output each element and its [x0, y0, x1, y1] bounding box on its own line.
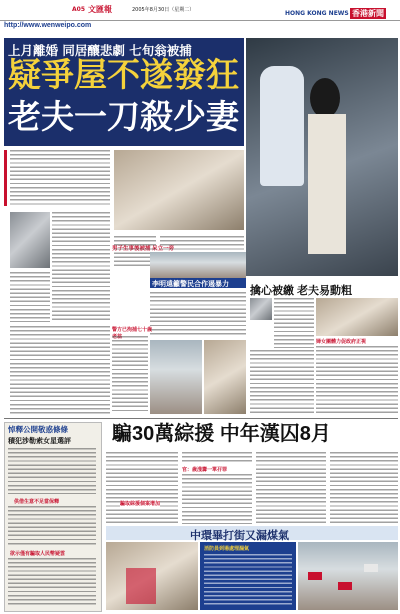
photo-corridor [204, 340, 246, 414]
bottom-mid-sub: 官：歲淺籌一單孖罪 [182, 467, 228, 473]
photo-police-entrance [150, 340, 202, 414]
headline-line2: 老夫一刀殺少妻 [8, 100, 239, 136]
strip-caption: 消防員到場處理漏氣 [204, 546, 250, 552]
side-col-b [250, 350, 314, 414]
bottom-col-3 [182, 474, 252, 524]
headline-line1: 疑爭屋不遂發狂 [8, 58, 239, 94]
paper-name: 文匯報 [88, 5, 112, 14]
inset-text [150, 292, 246, 336]
section-en: HONG KONG NEWS [285, 10, 349, 17]
bottom-left-text3 [8, 558, 96, 606]
sub-heading-2: 警方已拘捕七十歲老翁 [112, 327, 153, 340]
strip-caption-box [200, 542, 296, 610]
bottom-left-text1 [8, 448, 96, 494]
bottom-col-1 [106, 452, 178, 524]
page-number: A05 [72, 6, 85, 13]
photo-scene-stairs [114, 150, 244, 230]
bottom-left-sub2: 供借生意不足當保釋 [14, 499, 60, 505]
photo-portrait [10, 212, 50, 268]
strip-title: 中環畢打街又漏煤氣 [190, 529, 289, 542]
bottom-headline: 騙30萬綜援 中年漢囚8月 [112, 423, 331, 445]
photo-crime-scene-bag [150, 252, 246, 278]
body-col-mid [112, 336, 148, 414]
date-line: 2005年8月30日（星期二） [132, 7, 195, 13]
lead-intro-bar [4, 150, 7, 206]
bottom-col-4 [256, 452, 326, 524]
photo-flat-interior [316, 298, 398, 336]
strip-title-bar [106, 526, 398, 540]
bottom-left-title: 悼釋公開敬惑條條 [8, 425, 68, 434]
sub-heading-1: 男子生事後被捕 呆立一旁 [112, 246, 175, 252]
bottom-left-text2 [8, 506, 96, 546]
photo-firemen [106, 542, 198, 610]
side-col-a [274, 298, 314, 348]
side-col-c [316, 346, 398, 414]
body-col1b [10, 272, 50, 322]
side-headline: 擒心被繳 老夫易動粗 [250, 285, 353, 297]
photo-elderly-man [250, 298, 272, 320]
inset-caption-bar [150, 278, 246, 288]
section-zh: 香港新聞 [352, 9, 384, 18]
body-col-left-long [10, 326, 110, 414]
inset-caption: 李明遠籲警民合作遏暴力 [152, 280, 229, 288]
lead-intro-text [10, 150, 110, 206]
url-line: http://www.wenweipo.com [4, 22, 92, 29]
bottom-col-2 [182, 452, 252, 464]
headline-block [4, 38, 244, 146]
strip-caption-text [204, 554, 292, 606]
bottom-col-5 [330, 452, 398, 524]
bottom-left-sub3: 欲示僅有騙取人民幣疑雲 [10, 551, 66, 557]
lead-photo-arrest [246, 38, 398, 276]
photo-traffic [298, 542, 398, 610]
bottom-left-sub: 積犯涉勒索女星選評 [8, 438, 71, 445]
bottom-mid-sub2: 騙取綜援個案增加 [120, 501, 161, 507]
kicker: 上月離婚 同居釀悲劇 七旬翁被捕 [8, 43, 192, 58]
body-col1a [52, 212, 110, 322]
masthead [0, 0, 400, 21]
section-divider [4, 418, 398, 419]
inset-title: 婦女團體力促政府正視 [316, 339, 367, 345]
